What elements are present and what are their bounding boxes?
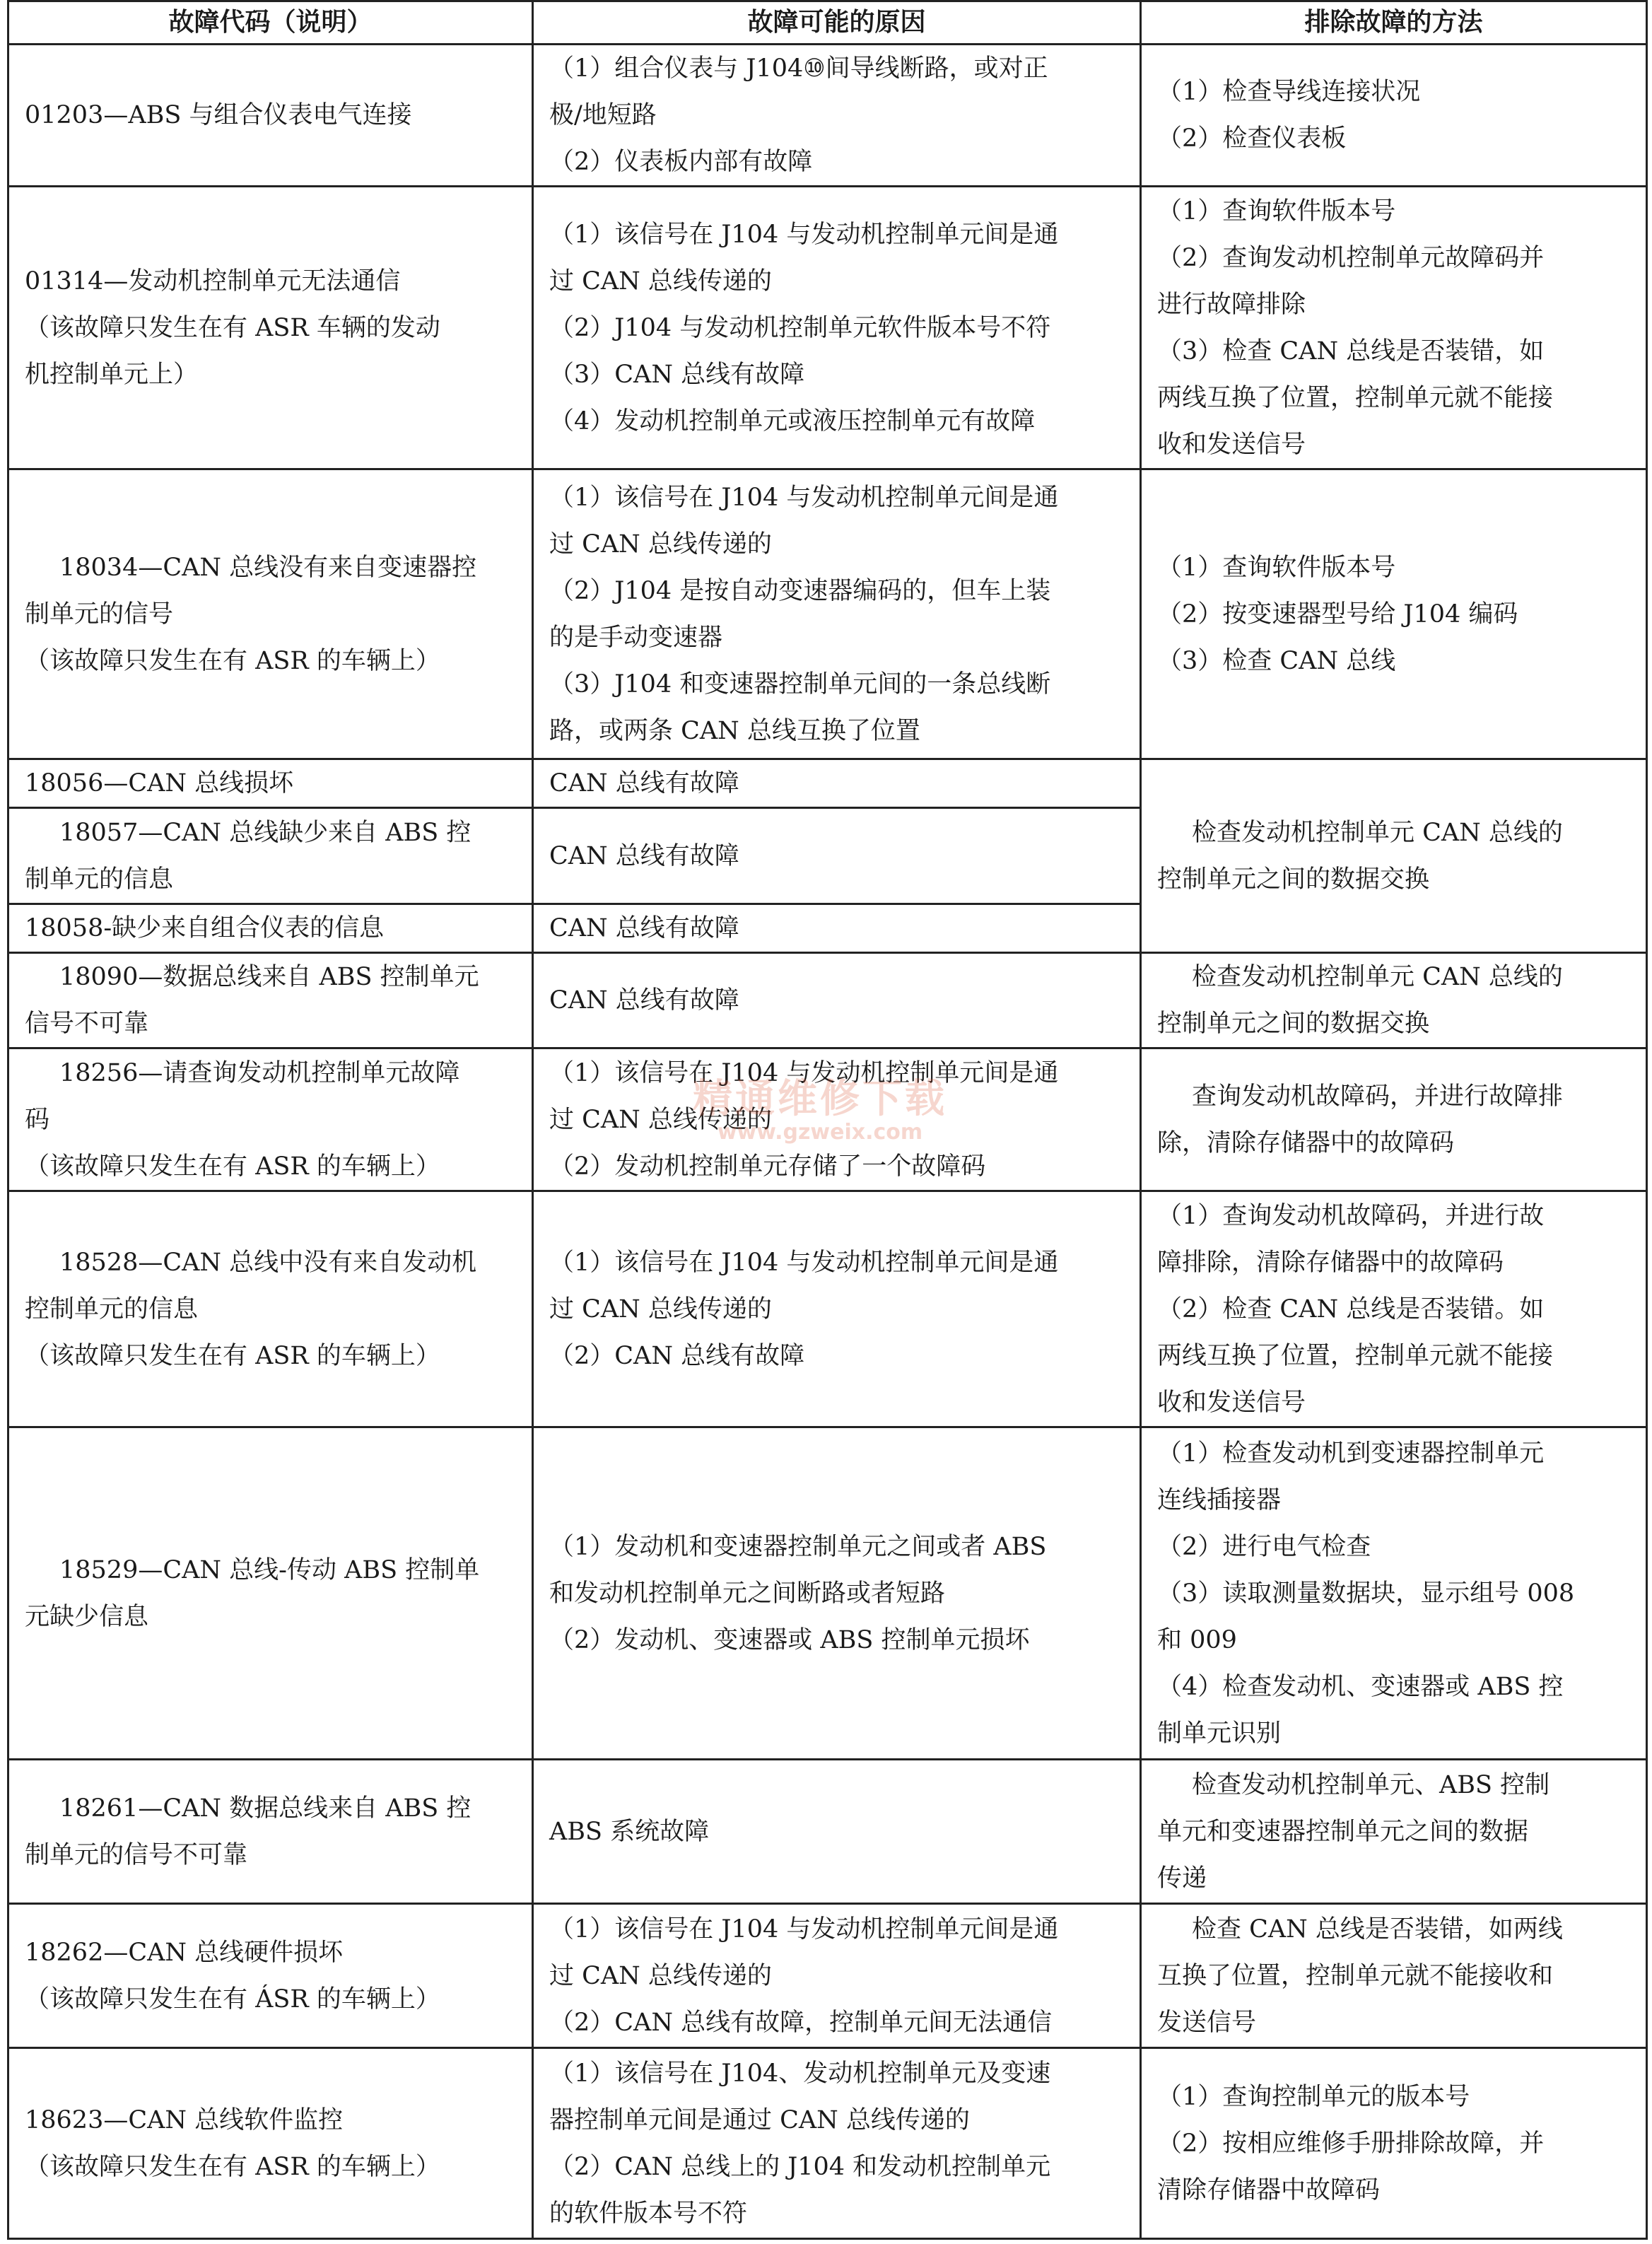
cell-line: （该故障只发生在有 ASR 车辆的发动 (25, 313, 440, 342)
cell-line: 的是手动变速器 (549, 623, 723, 652)
cause-cell (533, 904, 1141, 953)
cell-line: 18623—CAN 总线软件监控 (25, 2105, 344, 2134)
cell-line: （2）CAN 总线有故障，控制单元间无法通信 (549, 2008, 1053, 2037)
cell-line: 控制单元的信息 (25, 1295, 199, 1323)
cell-line: （该故障只发生在有 ASR 的车辆上） (25, 1152, 440, 1181)
cell-line: （2）按变速器型号给 J104 编码 (1157, 600, 1518, 629)
cause-cell (533, 1048, 1141, 1191)
code-cell (8, 1191, 533, 1427)
code-cell (8, 1760, 533, 1904)
watermark-url: www.gzweix.com (717, 1120, 923, 1145)
table-row (8, 2048, 1647, 2239)
table-row (8, 1760, 1647, 1904)
cell-line: 连线插接器 (1157, 1485, 1282, 1514)
header-cause: 故障可能的原因 (533, 1, 1141, 45)
cell-line: 收和发送信号 (1157, 1388, 1306, 1417)
header-code: 故障代码（说明） (8, 1, 533, 45)
cell-line: （2）J104 是按自动变速器编码的，但车上装 (549, 576, 1051, 605)
cell-line: 01203—ABS 与组合仪表电气连接 (25, 101, 412, 129)
cell-line: 和 009 (1157, 1625, 1237, 1654)
page (7, 0, 1646, 2241)
fault-code-table (7, 0, 1648, 2240)
cell-line: CAN 总线有故障 (549, 914, 739, 942)
cell-line: （2）仪表板内部有故障 (549, 148, 813, 176)
cell-line: 18058-缺少来自组合仪表的信息 (25, 914, 385, 942)
cell-line: 机控制单元上） (25, 360, 199, 389)
cell-line: 18529—CAN 总线-传动 ABS 控制单 (59, 1555, 480, 1584)
fix-cell-merged (1141, 759, 1647, 953)
cell-line: CAN 总线有故障 (549, 841, 739, 870)
cell-line: （4）检查发动机、变速器或 ABS 控 (1157, 1672, 1564, 1701)
cause-cell (533, 2048, 1141, 2239)
cell-line: CAN 总线有故障 (549, 986, 739, 1015)
table-row (8, 953, 1647, 1048)
header-fix: 排除故障的方法 (1141, 1, 1647, 45)
cell-line: （2）查询发动机控制单元故障码并 (1157, 243, 1545, 272)
fix-cell (1141, 953, 1647, 1048)
cell-line: 18256—请查询发动机控制单元故障 (59, 1058, 460, 1087)
cell-line: 18056—CAN 总线损坏 (25, 769, 294, 797)
cell-line: （1）查询软件版本号 (1157, 197, 1396, 226)
cell-line: 检查发动机控制单元 CAN 总线的 (1192, 963, 1563, 991)
cell-line: （1）检查导线连接状况 (1157, 78, 1421, 106)
cause-cell (533, 1191, 1141, 1427)
cell-line: 18262—CAN 总线硬件损坏 (25, 1938, 344, 1967)
cell-line: 控制单元之间的数据交换 (1157, 865, 1430, 894)
cause-cell (533, 953, 1141, 1048)
cell-line: 极/地短路 (549, 101, 657, 129)
fix-cell (1141, 2048, 1647, 2239)
code-cell (8, 1904, 533, 2048)
cell-line: 制单元的信息 (25, 865, 174, 894)
cell-line: 元缺少信息 (25, 1602, 149, 1631)
cell-line: （该故障只发生在有 ÁSR 的车辆上） (25, 1985, 440, 2014)
cell-line: 和发动机控制单元之间断路或者短路 (549, 1579, 946, 1608)
cell-line: （1）查询控制单元的版本号 (1157, 2082, 1470, 2111)
cell-line: （3）CAN 总线有故障 (549, 360, 805, 389)
cell-line: （1）该信号在 J104 与发动机控制单元间是通 (549, 220, 1059, 249)
cell-line: 过 CAN 总线传递的 (549, 267, 772, 296)
cell-line: 制单元的信号 (25, 600, 174, 629)
fix-cell (1141, 469, 1647, 759)
cause-cell (533, 808, 1141, 904)
cell-line: （4）发动机控制单元或液压控制单元有故障 (549, 407, 1036, 436)
cell-line: 障排除，清除存储器中的故障码 (1157, 1248, 1504, 1277)
fix-cell (1141, 1760, 1647, 1904)
watermark-text: 精通维修下载 (693, 1076, 947, 1122)
table-row (8, 759, 1647, 808)
cell-line: 除，清除存储器中的故障码 (1157, 1128, 1455, 1157)
cell-line: 路，或两条 CAN 总线互换了位置 (549, 716, 920, 745)
cell-line: 两线互换了位置，控制单元就不能接 (1157, 1341, 1554, 1370)
code-cell (8, 808, 533, 904)
cell-line: （2）按相应维修手册排除故障，并 (1157, 2129, 1545, 2158)
cell-line: 发送信号 (1157, 2008, 1257, 2037)
cell-line: （1）检查发动机到变速器控制单元 (1157, 1439, 1545, 1468)
table-row (8, 187, 1647, 469)
cell-line: ABS 系统故障 (549, 1817, 710, 1846)
cause-cell (533, 759, 1141, 808)
cell-line: 18034—CAN 总线没有来自变速器控 (59, 553, 477, 582)
code-cell (8, 1048, 533, 1191)
cell-line: （2）CAN 总线有故障 (549, 1341, 805, 1370)
cell-line: 制单元识别 (1157, 1719, 1282, 1748)
cell-line: （2）进行电气检查 (1157, 1532, 1371, 1561)
fix-cell (1141, 187, 1647, 469)
cause-cell (533, 1904, 1141, 2048)
cell-line: （该故障只发生在有 ASR 的车辆上） (25, 646, 440, 675)
code-cell (8, 759, 533, 808)
cell-line: 01314—发动机控制单元无法通信 (25, 267, 401, 296)
cell-line: 码 (25, 1105, 50, 1134)
cell-line: （1）查询发动机故障码，并进行故 (1157, 1201, 1545, 1230)
code-cell (8, 953, 533, 1048)
header-row (8, 1, 1647, 45)
table-row (8, 1904, 1647, 2048)
code-cell (8, 2048, 533, 2239)
cell-line: （1）该信号在 J104 与发动机控制单元间是通 (549, 1915, 1059, 1944)
cause-cell (533, 469, 1141, 759)
table-row (8, 1048, 1647, 1191)
cell-line: 过 CAN 总线传递的 (549, 1961, 772, 1990)
cell-line: 过 CAN 总线传递的 (549, 530, 772, 559)
cell-line: 控制单元之间的数据交换 (1157, 1010, 1430, 1038)
cell-line: 检查 CAN 总线是否装错，如两线 (1192, 1915, 1563, 1944)
cell-line: 器控制单元间是通过 CAN 总线传递的 (549, 2105, 970, 2134)
cell-line: （该故障只发生在有 ASR 的车辆上） (25, 1341, 440, 1370)
code-cell (8, 469, 533, 759)
fix-cell (1141, 1048, 1647, 1191)
cell-line: （2）发动机控制单元存储了一个故障码 (549, 1152, 986, 1181)
cell-line: （1）查询软件版本号 (1157, 553, 1396, 582)
cell-line: （2）J104 与发动机控制单元软件版本号不符 (549, 313, 1051, 342)
cell-line: （2）检查仪表板 (1157, 124, 1347, 153)
cause-cell (533, 45, 1141, 187)
cell-line: （1）该信号在 J104 与发动机控制单元间是通 (549, 1248, 1059, 1277)
cell-line: （2）发动机、变速器或 ABS 控制单元损坏 (549, 1625, 1030, 1654)
cell-line: （1）该信号在 J104 与发动机控制单元间是通 (549, 1058, 1059, 1087)
table-row (8, 469, 1647, 759)
cell-line: 过 CAN 总线传递的 (549, 1105, 772, 1134)
cell-line: 检查发动机控制单元、ABS 控制 (1192, 1770, 1550, 1799)
cell-line: （3）J104 和变速器控制单元间的一条总线断 (549, 670, 1051, 699)
cell-line: 检查发动机控制单元 CAN 总线的 (1192, 818, 1563, 847)
cell-line: 两线互换了位置，控制单元就不能接 (1157, 383, 1554, 412)
cell-line: （1）组合仪表与 J104⑩间导线断路，或对正 (549, 54, 1048, 83)
cell-line: 收和发送信号 (1157, 430, 1306, 459)
fix-cell (1141, 1427, 1647, 1760)
cell-line: 进行故障排除 (1157, 290, 1306, 319)
cell-line: 传递 (1157, 1864, 1207, 1893)
cell-line: 18528—CAN 总线中没有来自发动机 (59, 1248, 477, 1277)
cause-cell (533, 1760, 1141, 1904)
table-body (8, 45, 1647, 2239)
table-row (8, 1191, 1647, 1427)
cell-line: （1）发动机和变速器控制单元之间或者 ABS (549, 1532, 1047, 1561)
cell-line: 18057—CAN 总线缺少来自 ABS 控 (59, 818, 471, 847)
cell-line: 清除存储器中故障码 (1157, 2175, 1381, 2204)
code-cell (8, 1427, 533, 1760)
fix-cell (1141, 45, 1647, 187)
cause-cell (533, 1427, 1141, 1760)
cell-line: 单元和变速器控制单元之间的数据 (1157, 1817, 1529, 1846)
cell-line: 制单元的信号不可靠 (25, 1840, 248, 1869)
cell-line: 信号不可靠 (25, 1010, 149, 1038)
cell-line: （3）检查 CAN 总线 (1157, 646, 1396, 675)
cell-line: 互换了位置，控制单元就不能接收和 (1157, 1961, 1554, 1990)
cell-line: 的软件版本号不符 (549, 2199, 748, 2228)
cell-line: （3）检查 CAN 总线是否装错，如 (1157, 337, 1545, 366)
cell-line: 18090—数据总线来自 ABS 控制单元 (59, 963, 479, 991)
code-cell (8, 45, 533, 187)
table-row (8, 45, 1647, 187)
code-cell (8, 904, 533, 953)
code-cell (8, 187, 533, 469)
cell-line: （该故障只发生在有 ASR 的车辆上） (25, 2152, 440, 2181)
cell-line: （2）检查 CAN 总线是否装错。如 (1157, 1295, 1545, 1323)
cell-line: （1）该信号在 J104、发动机控制单元及变速 (549, 2059, 1051, 2088)
cell-line: （3）读取测量数据块，显示组号 008 (1157, 1579, 1575, 1608)
cause-cell (533, 187, 1141, 469)
cell-line: （1）该信号在 J104 与发动机控制单元间是通 (549, 483, 1059, 512)
cell-line: 过 CAN 总线传递的 (549, 1295, 772, 1323)
fix-cell (1141, 1191, 1647, 1427)
cell-line: 18261—CAN 数据总线来自 ABS 控 (59, 1794, 471, 1823)
cell-line: CAN 总线有故障 (549, 769, 739, 797)
cell-line: 查询发动机故障码，并进行故障排 (1192, 1082, 1564, 1111)
fix-cell (1141, 1904, 1647, 2048)
table-row (8, 1427, 1647, 1760)
cell-line: （2）CAN 总线上的 J104 和发动机控制单元 (549, 2152, 1051, 2181)
